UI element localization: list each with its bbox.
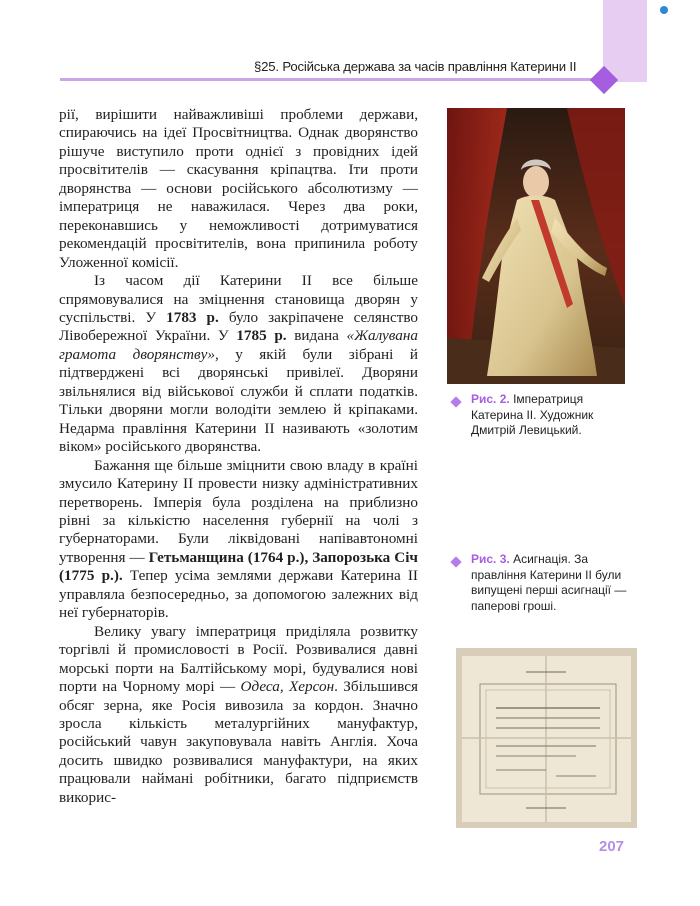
charter-title: «Жалувана грамота дворянству» (59, 327, 418, 363)
corner-decoration (603, 0, 647, 82)
date-1783: 1783 р. (166, 308, 219, 326)
figure-3-caption (471, 552, 631, 614)
paragraph-4 (59, 623, 418, 808)
publisher-logo (660, 4, 698, 16)
text-run: Велику увагу імператриця приділяла розвитку торгівлі й промисловості в Росії. Розвивалися давні морські порти на Балтійському морі, будувалися нові порти на Чорному морі — (59, 622, 418, 696)
text-run: , у якій були зібрані й підтверджені всі дворянські привілеї. Дворяни звільнялися від військової служби й сплати податків. Тільки дворяни могли володіти землею й кріпаками. Недарма правління Катерини ІІ називають «золотим віком» російського дворянства. (59, 345, 418, 456)
text-run: Із часом дії Катерини ІІ все більше спрямовувалися на зміцнення становища дворян у суспільстві. У (59, 272, 418, 326)
caption-diamond-icon (450, 396, 461, 407)
caption-diamond-icon (450, 556, 461, 567)
paragraph-2 (59, 272, 418, 457)
portrait-catherine-image (447, 108, 625, 384)
page-header-title: §25. Російська держава за часів правління Катерини ІІ (254, 59, 577, 74)
page-number: 207 (599, 838, 625, 855)
assignat-banknote-image (456, 648, 637, 828)
figure-3-label: Рис. 3. (471, 552, 510, 566)
figure-2-caption (471, 392, 631, 439)
paragraph-1: рії, вирішити найважливіші проблеми держави, спираючись на ідеї Просвітництва. Однак дворянство рішуче виступило проти однієї з провідних ідей просвітителів — скасування кріпацтва. Іти проти дворянства — основи російського абсолютизму — імператриця не наважилася. Через два роки, переконавшись у неможливості дотримуватися рекомендацій просвітителів, вона припинила роботу Уложенної комісії. (59, 106, 418, 271)
main-text (59, 106, 418, 807)
liquidated-entities: Гетьманщина (1764 р.), Запорозька Січ (1775 р.). (59, 548, 418, 585)
text-run: . Збільшився обсяг зерна, яке Росія вивозила за кордон. Значно зросла кількість металургійних мануфактур, російський чавун закуповувала навіть Англія. Хоча досить швидко розвивалися мануфактури, на яких працювали наймані робітники, багато підприємств викорис- (59, 678, 418, 806)
date-1785: 1785 р. (236, 327, 287, 345)
text-run: було закріпачене селянство Лівобережної України. У (59, 308, 418, 345)
figure-3-text: Асигнація. За правління Катерини ІІ були випущені перші асигнації — паперові гроші. (471, 552, 627, 613)
port-names: Одеса, Херсон (240, 678, 335, 696)
text-run: Тепер усіма землями держави Катерина ІІ управляла безпосередньо, за допомогою залежних від неї губернаторів. (59, 567, 418, 622)
figure-2-text: Імператриця Катерина ІІ. Художник Дмитрій Левицький. (471, 392, 594, 437)
figure-2-label: Рис. 2. (471, 392, 510, 406)
logo-icon (660, 6, 668, 14)
text-run: видана (286, 327, 347, 345)
text-run: Бажання ще більше зміцнити свою владу в країні змусило Катерину ІІ провести низку адміністративних перетворень. Імперія була розділена на приблизно рівні за кількістю населення губернії на чолі з губернаторами. Були ліквідовані напівавтономні утворення — (59, 456, 418, 566)
paragraph-3 (59, 457, 418, 623)
header-rule (60, 78, 592, 81)
